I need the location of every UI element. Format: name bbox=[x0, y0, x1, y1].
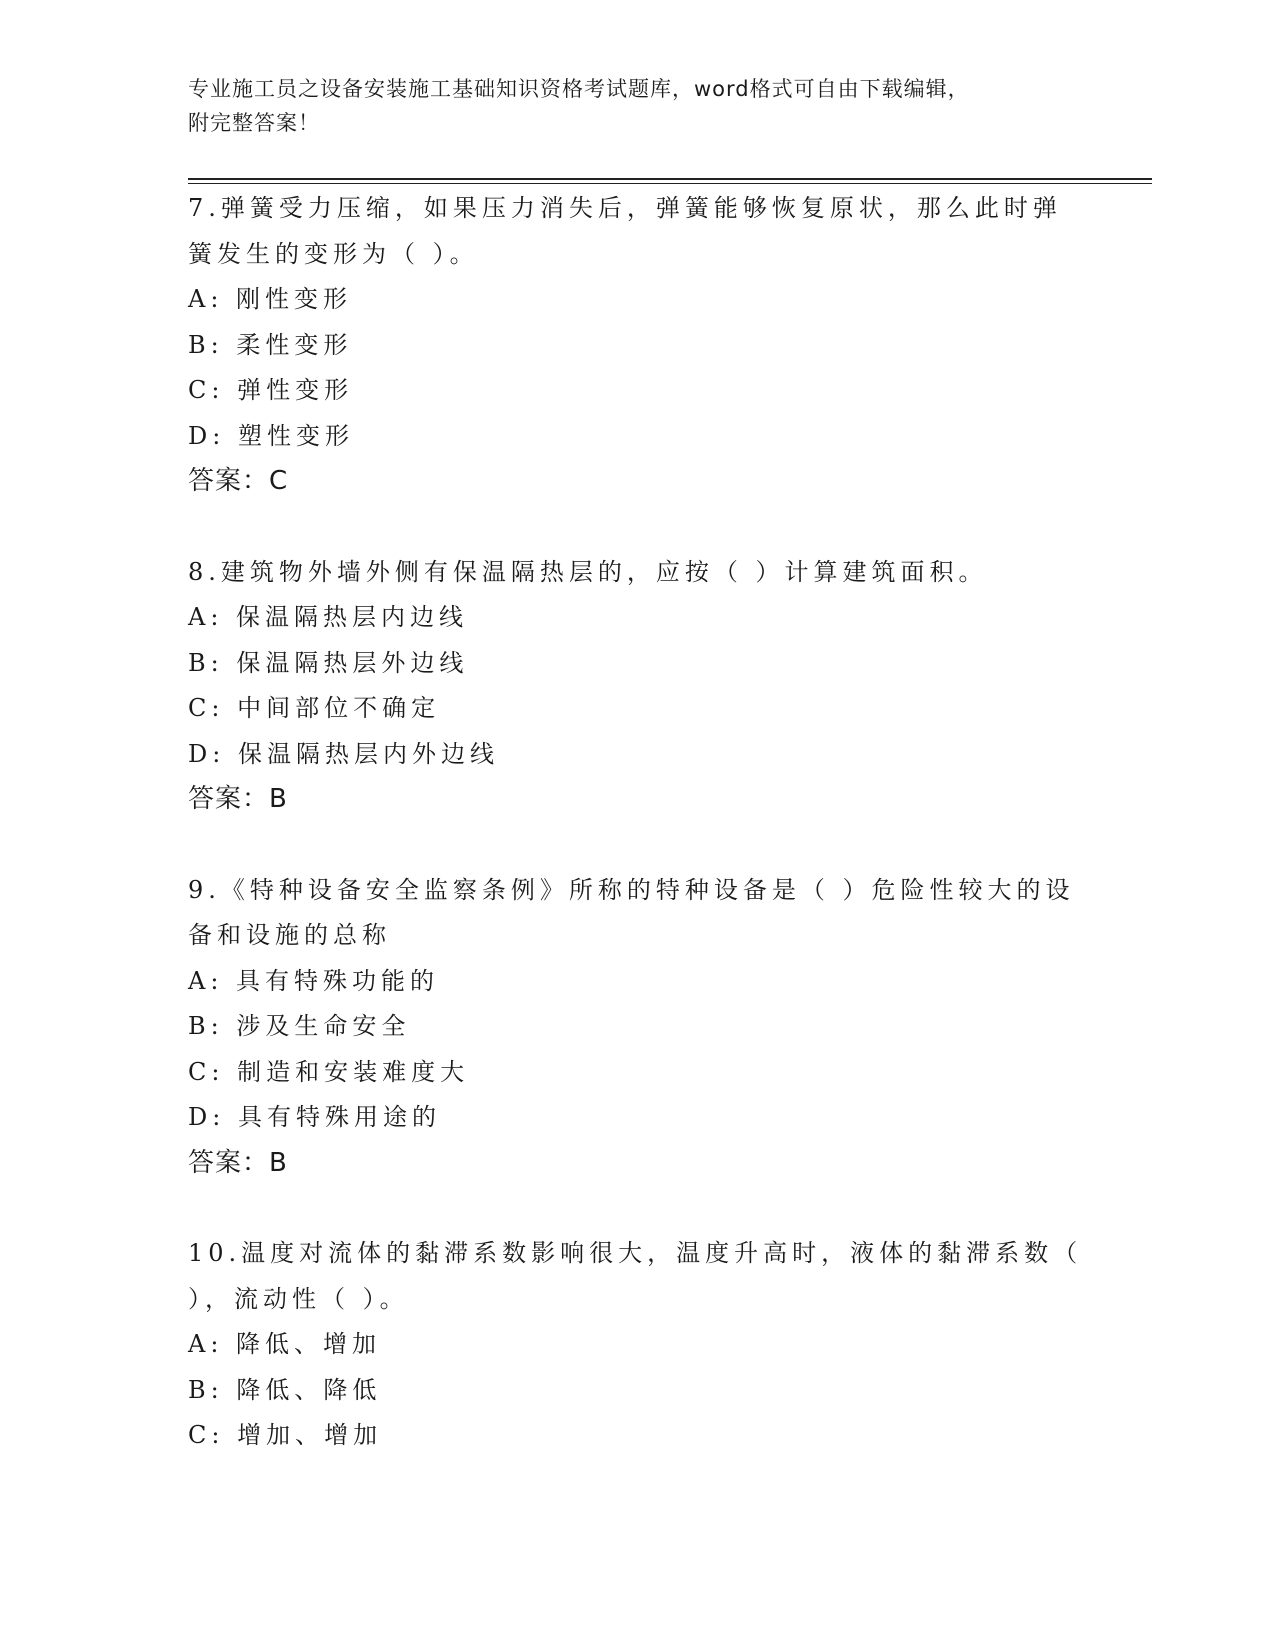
header-divider-thin bbox=[188, 183, 1152, 184]
option-b: B: 柔性变形 bbox=[188, 330, 353, 359]
option-d: D: 具有特殊用途的 bbox=[188, 1103, 441, 1131]
document-header bbox=[188, 72, 1088, 140]
question-stem-line: ），流动性（ ）。 bbox=[188, 1284, 409, 1313]
answer-line: 答案：B bbox=[188, 784, 288, 814]
option-d: D: 保温隔热层内外边线 bbox=[188, 739, 499, 768]
option-c: C: 弹性变形 bbox=[188, 376, 354, 404]
option-b: B: 保温隔热层外边线 bbox=[188, 648, 469, 677]
option-a: A: 具有特殊功能的 bbox=[188, 966, 440, 995]
answer-line: 答案：B bbox=[188, 1147, 288, 1178]
question-8 bbox=[188, 550, 1088, 823]
question-7 bbox=[188, 186, 1088, 505]
question-stem-line: 备和设施的总称 bbox=[188, 921, 391, 949]
header-divider-thick bbox=[188, 178, 1152, 180]
question-stem-line: 9.《特种设备安全监察条例》所称的特种设备是（ ）危险性较大的设 bbox=[188, 875, 1075, 904]
option-a: A: 刚性变形 bbox=[188, 285, 353, 313]
question-stem-line: 10.温度对流体的黏滞系数影响很大，温度升高时，液体的黏滞系数（ bbox=[188, 1239, 1083, 1267]
question-stem-line: 8.建筑物外墙外侧有保温隔热层的，应按（ ）计算建筑面积。 bbox=[188, 557, 988, 586]
question-stem-line: 7.弹簧受力压缩，如果压力消失后，弹簧能够恢复原状，那么此时弹 bbox=[188, 194, 1062, 222]
option-c: C: 增加、增加 bbox=[188, 1421, 383, 1449]
option-b: B: 涉及生命安全 bbox=[188, 1012, 411, 1040]
question-list bbox=[188, 186, 1088, 1504]
header-line-1: 专业施工员之设备安装施工基础知识资格考试题库，word格式可自由下载编辑， bbox=[188, 77, 970, 101]
option-c: C: 制造和安装难度大 bbox=[188, 1057, 470, 1086]
question-9 bbox=[188, 868, 1088, 1187]
option-c: C: 中间部位不确定 bbox=[188, 694, 441, 722]
option-b: B: 降低、降低 bbox=[188, 1375, 382, 1404]
option-d: D: 塑性变形 bbox=[188, 421, 354, 450]
question-stem-line: 簧发生的变形为（ ）。 bbox=[188, 239, 479, 268]
option-a: A: 保温隔热层内边线 bbox=[188, 603, 469, 631]
question-10 bbox=[188, 1231, 1088, 1459]
header-line-2: 附完整答案！ bbox=[188, 111, 320, 135]
answer-line: 答案：C bbox=[188, 466, 289, 496]
option-a: A: 降低、增加 bbox=[188, 1330, 382, 1358]
